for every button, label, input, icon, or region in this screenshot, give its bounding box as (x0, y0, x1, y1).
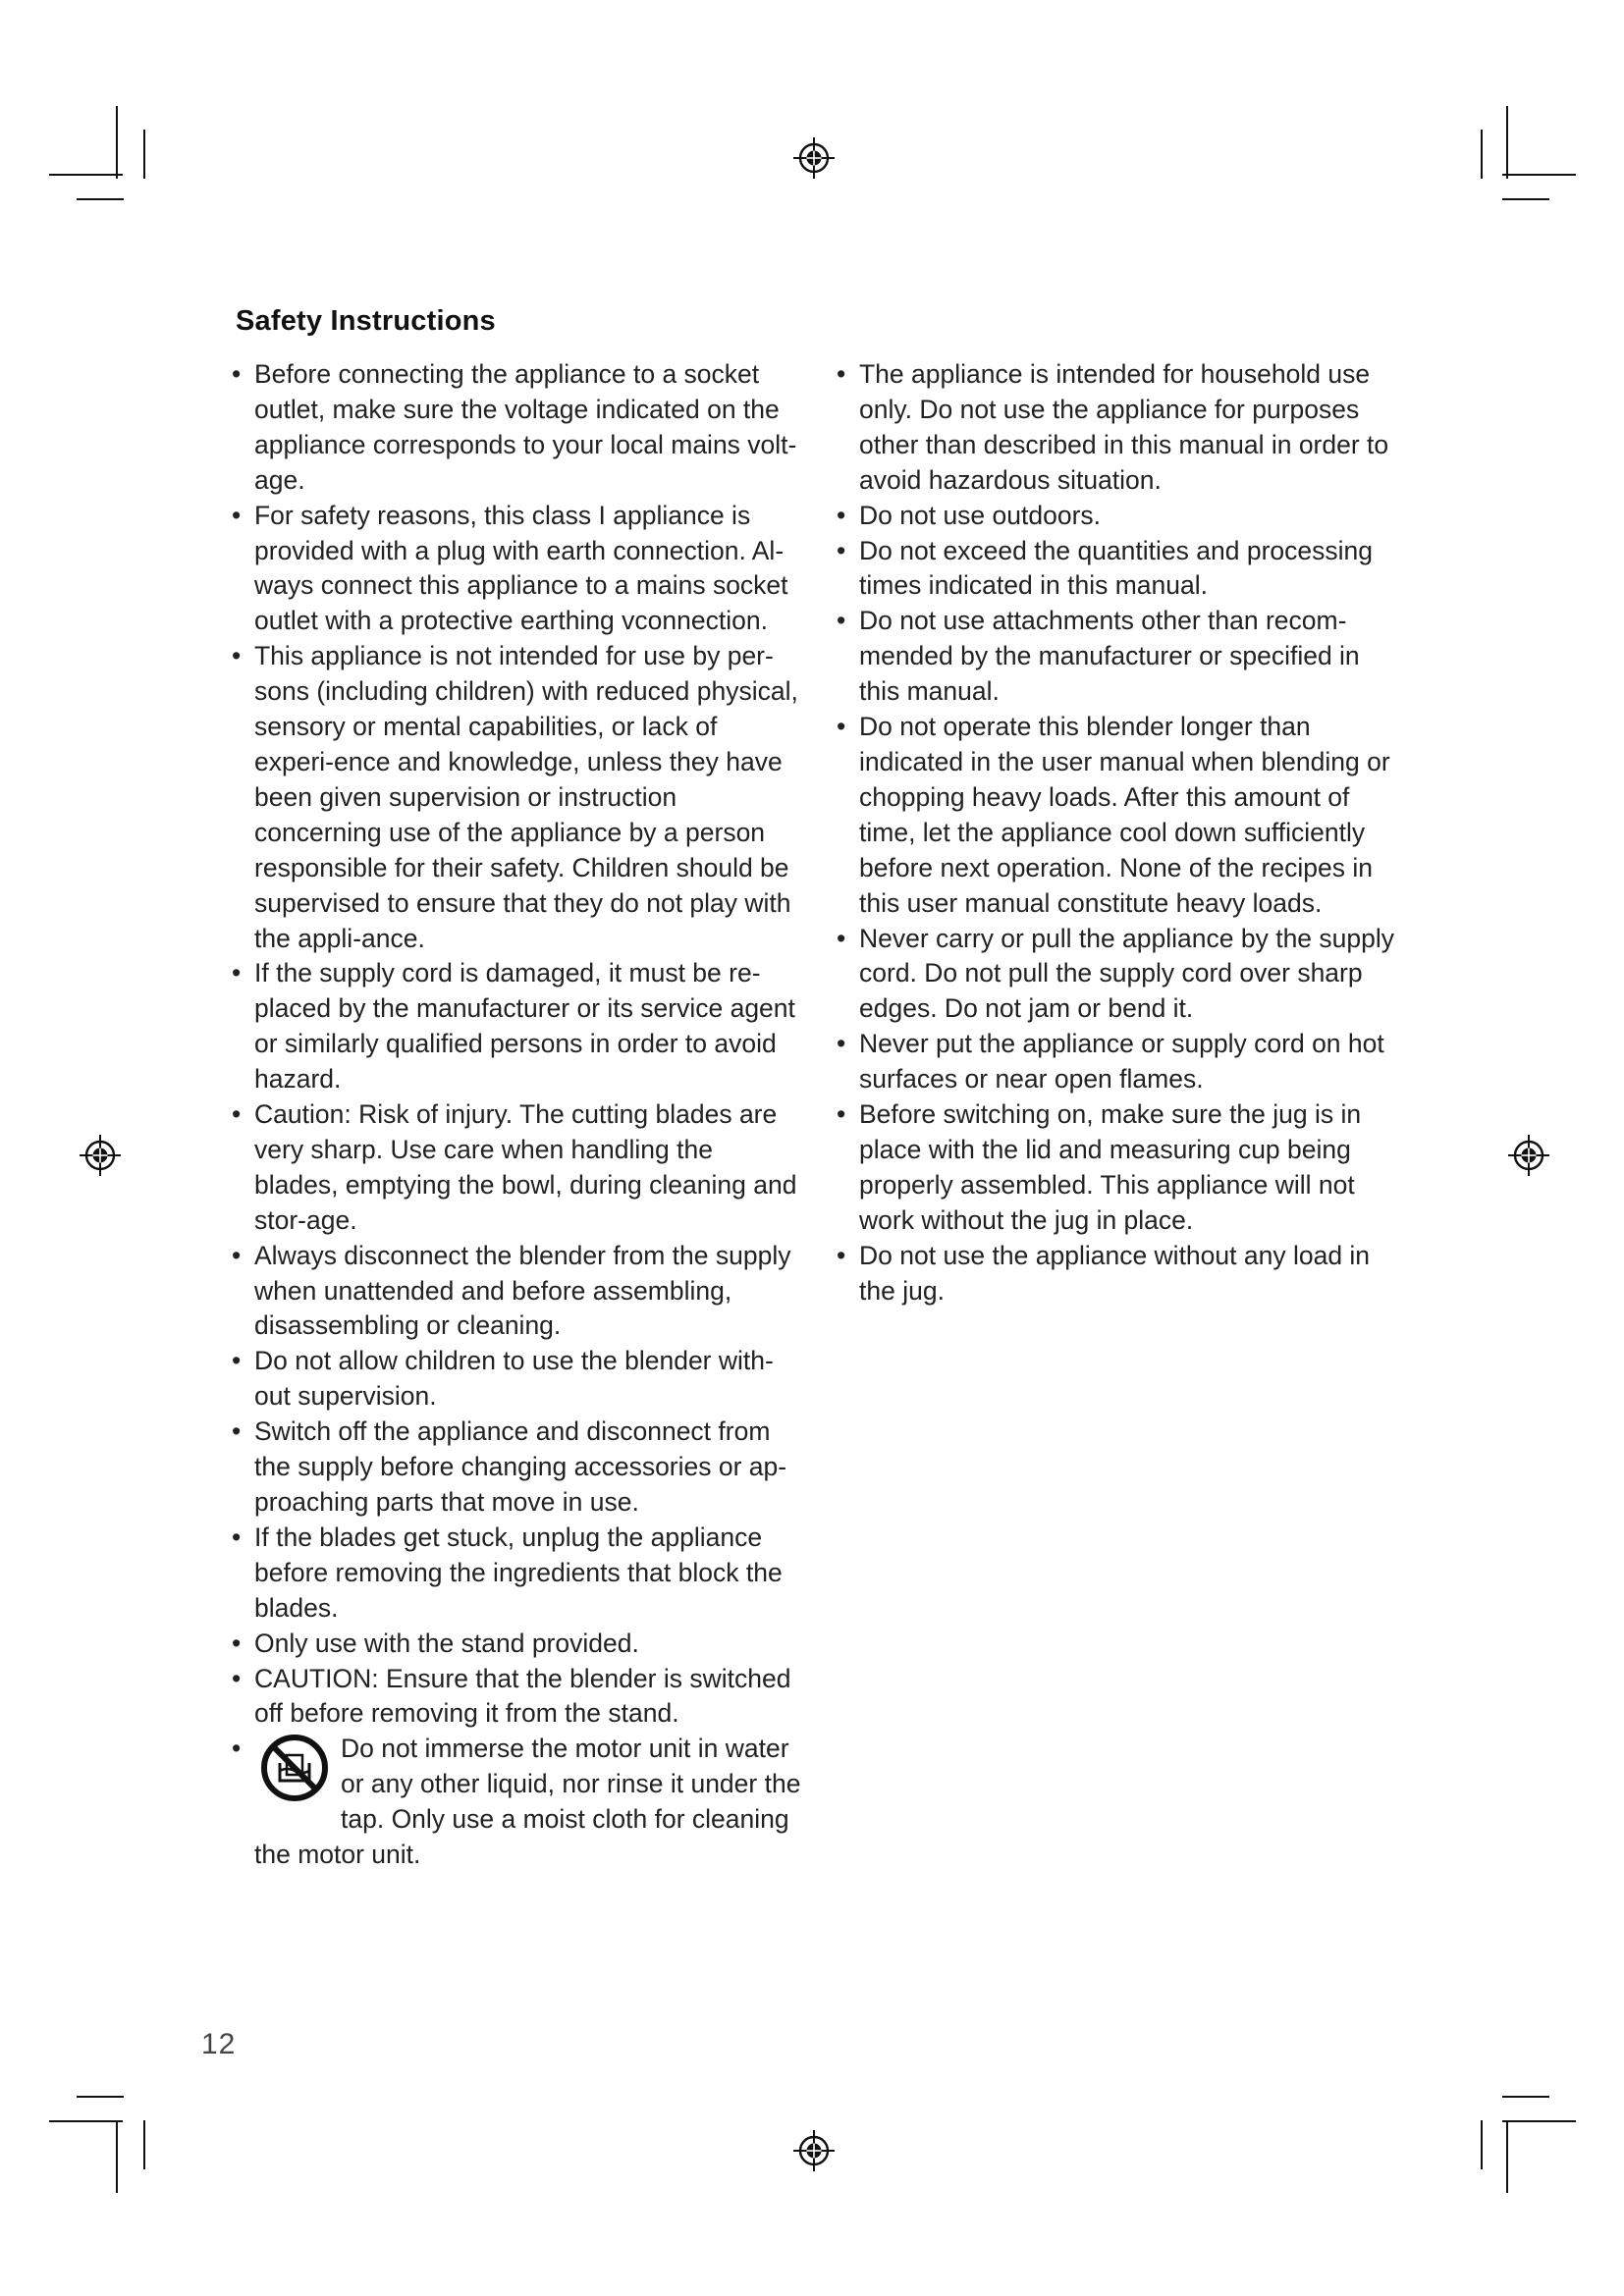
page-title: Safety Instructions (236, 305, 496, 338)
registration-mark-icon (1506, 1133, 1551, 1178)
list-item: • Switch off the appliance and disconnect from the supply before changing accessories or ap-proaching parts that move in use. (232, 1416, 787, 1517)
crop-mark (77, 2096, 124, 2098)
list-item: • Do not use the appliance without any load in the jug. (837, 1240, 1371, 1306)
list-item: • Do not immerse the motor unit in water or any other liquid, nor rinse it under the tap. Only use a moist cloth for cleaning the motor unit. (232, 1734, 801, 1870)
crop-mark (1502, 198, 1549, 200)
crop-mark (1502, 174, 1576, 176)
list-item: • Never carry or pull the appliance by the supply cord. Do not pull the supply cord over sharp edges. Do not jam or bend it. (837, 923, 1395, 1024)
list-item: • If the supply cord is damaged, it must be re-placed by the manufacturer or its service agent or similarly qualified persons in order to avoid hazard. (232, 958, 795, 1095)
crop-mark (143, 130, 145, 179)
crop-mark (49, 174, 123, 176)
list-item: • Only use with the stand provided. (232, 1628, 639, 1658)
page-number: 12 (201, 2028, 237, 2060)
list-item: • If the blades get stuck, unplug the appliance before removing the ingredients that block the blades. (232, 1522, 783, 1623)
list-item: • Do not use outdoors. (837, 500, 1102, 530)
registration-mark-icon (791, 2128, 837, 2173)
registration-mark-icon (791, 135, 837, 181)
list-item: • Before connecting the appliance to a socket outlet, make sure the voltage indicated on the appliance corresponds to your local mains volt-age. (232, 359, 797, 495)
list-item: • Do not exceed the quantities and processing times indicated in this manual. (837, 535, 1373, 601)
crop-mark (49, 2120, 123, 2122)
no-immersion-icon (260, 1734, 329, 1802)
list-item: • Do not allow children to use the blender with-out supervision. (232, 1346, 774, 1412)
crop-mark (77, 198, 124, 200)
crop-mark (1506, 2120, 1508, 2193)
crop-mark (1481, 2120, 1483, 2169)
crop-mark (1506, 106, 1508, 179)
left-column-list (232, 357, 801, 1873)
list-item: • Do not use attachments other than recom-mended by the manufacturer or specified in this manual. (837, 606, 1360, 707)
crop-mark (116, 106, 118, 179)
list-item: • Caution: Risk of injury. The cutting blades are very sharp. Use care when handling the blades, emptying the bowl, during cleaning and stor-age. (232, 1099, 797, 1235)
crop-mark (1502, 2096, 1549, 2098)
list-item: • CAUTION: Ensure that the blender is switched off before removing it from the stand. (232, 1663, 791, 1729)
list-item: • For safety reasons, this class I appliance is provided with a plug with earth connection. Al-ways connect this appliance to a mains socket outlet with a protective earthing vconnection. (232, 500, 788, 636)
list-item: • The appliance is intended for household use only. Do not use the appliance for purposes other than described in this manual in order to avoid hazardous situation. (837, 359, 1389, 495)
list-item: • Never put the appliance or supply cord on hot surfaces or near open flames. (837, 1029, 1384, 1095)
crop-mark (1481, 130, 1483, 179)
crop-mark (1502, 2120, 1576, 2122)
registration-mark-icon (78, 1133, 123, 1178)
list-item: • Do not operate this blender longer than indicated in the user manual when blending or chopping heavy loads. After this amount of time, let the appliance cool down sufficiently before next operation. None of the recipes in this user manual constitute heavy loads. (837, 712, 1390, 918)
crop-mark (143, 2120, 145, 2169)
right-column-list (837, 357, 1406, 1308)
list-item: • Always disconnect the blender from the supply when unattended and before assembling, disassembling or cleaning. (232, 1240, 791, 1341)
crop-mark (116, 2120, 118, 2193)
list-item: • This appliance is not intended for use by per-sons (including children) with reduced physical, sensory or mental capabilities, or lack of experi-ence and knowledge, unless they have been given supervision or instruction concerning use of the appliance by a person responsible for their safety. Children should be supervised to ensure that they do not play with the appli-ance. (232, 641, 798, 953)
list-item: • Before switching on, make sure the jug is in place with the lid and measuring cup being properly assembled. This appliance will not work without the jug in place. (837, 1099, 1362, 1235)
